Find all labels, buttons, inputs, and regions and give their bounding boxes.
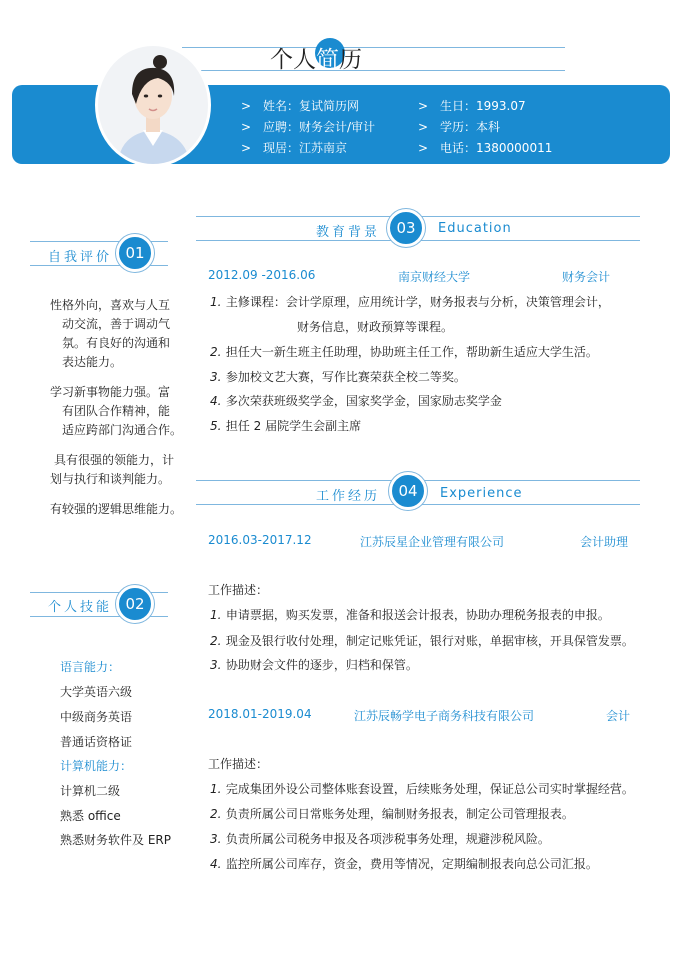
language-skill: 中级商务英语 bbox=[60, 710, 133, 724]
info-birth: > 生日：1993.07 bbox=[418, 99, 526, 113]
job-period: 2018.01-2019.04 bbox=[208, 707, 312, 721]
header-line-bottom bbox=[182, 70, 565, 71]
computer-label: 计算机能力： bbox=[60, 759, 133, 773]
self-eval-line: 有较强的逻辑思维能力。 bbox=[50, 502, 183, 516]
job-position: 会计 bbox=[606, 709, 631, 723]
skills-title: 个人技能 bbox=[48, 600, 113, 615]
language-skill: 普通话资格证 bbox=[60, 735, 133, 749]
computer-skill: 熟悉 office bbox=[60, 809, 121, 823]
education-item: 3. 参加校文艺大赛，写作比赛荣获全校二等奖。 bbox=[210, 370, 466, 384]
self-eval-title: 自我评价 bbox=[48, 250, 113, 265]
job-desc-label: 工作描述： bbox=[208, 757, 269, 771]
job-item: 3. 协助财会文件的逐步，归档和保管。 bbox=[210, 658, 418, 672]
education-item: 5. 担任 2 届院学生会副主席 bbox=[210, 419, 362, 433]
education-period: 2012.09 -2016.06 bbox=[208, 268, 316, 282]
education-school: 南京财经大学 bbox=[398, 270, 471, 284]
job-item: 4. 监控所属公司库存，资金，费用等情况，定期编制报表向总公司汇报。 bbox=[210, 857, 598, 871]
education-title-en: Education bbox=[438, 221, 512, 236]
self-eval-number: 01 bbox=[116, 234, 154, 272]
job-item: 1. 完成集团外设公司整体账套设置，后续账务处理，保证总公司实时掌握经营。 bbox=[210, 782, 634, 796]
job-item: 1. 申请票据，购买发票，准备和报送会计报表，协助办理税务报表的申报。 bbox=[210, 608, 610, 622]
self-eval-line: 具有很强的领能力，计 bbox=[54, 453, 175, 467]
education-item: 1. 主修课程：会计学原理，应用统计学，财务报表与分析，决策管理会计， bbox=[210, 295, 610, 309]
experience-title: 工作经历 bbox=[316, 489, 381, 504]
education-item: 4. 多次荣获班级奖学金，国家奖学金，国家励志奖学金 bbox=[210, 394, 502, 408]
education-title: 教育背景 bbox=[316, 225, 381, 240]
self-eval-line: 有团队合作精神，能 bbox=[62, 404, 171, 418]
self-eval-line: 学习新事物能力强。富 bbox=[50, 385, 171, 399]
self-eval-line: 氛。有良好的沟通和 bbox=[62, 336, 171, 350]
language-label: 语言能力： bbox=[60, 660, 121, 674]
job-item: 3. 负责所属公司税务申报及各项涉税事务处理，规避涉税风险。 bbox=[210, 832, 550, 846]
page-title: 个人简历 bbox=[270, 47, 363, 73]
job-desc-label: 工作描述： bbox=[208, 583, 269, 597]
job-period: 2016.03-2017.12 bbox=[208, 533, 312, 547]
self-eval-line: 划与执行和谈判能力。 bbox=[50, 472, 171, 486]
self-eval-line: 动交流，善于调动气 bbox=[62, 317, 171, 331]
info-job: > 应聘：财务会计/审计 bbox=[241, 120, 376, 134]
education-number: 03 bbox=[387, 209, 425, 247]
info-location: > 现居：江苏南京 bbox=[241, 141, 348, 155]
profile-photo bbox=[95, 43, 211, 167]
computer-skill: 熟悉财务软件及 ERP bbox=[60, 833, 171, 847]
education-major: 财务会计 bbox=[562, 270, 611, 284]
skills-number: 02 bbox=[116, 585, 154, 623]
education-item: 财务信息，财政预算等课程。 bbox=[297, 320, 454, 334]
info-phone: > 电话：1380000011 bbox=[418, 141, 553, 155]
self-eval-line: 适应跨部门沟通合作。 bbox=[62, 423, 183, 437]
language-skill: 大学英语六级 bbox=[60, 685, 133, 699]
profile-photo-illustration bbox=[98, 46, 208, 164]
computer-skill: 计算机二级 bbox=[60, 784, 121, 798]
info-education: > 学历：本科 bbox=[418, 120, 501, 134]
self-eval-line: 性格外向，喜欢与人互 bbox=[50, 298, 171, 312]
job-company: 江苏辰畅学电子商务科技有限公司 bbox=[354, 709, 535, 723]
job-position: 会计助理 bbox=[580, 535, 629, 549]
education-item: 2. 担任大一新生班主任助理，协助班主任工作，帮助新生适应大学生活。 bbox=[210, 345, 598, 359]
experience-number: 04 bbox=[389, 472, 427, 510]
job-item: 2. 负责所属公司日常账务处理，编制财务报表，制定公司管理报表。 bbox=[210, 807, 574, 821]
self-eval-line: 表达能力。 bbox=[62, 355, 123, 369]
job-company: 江苏辰星企业管理有限公司 bbox=[360, 535, 505, 549]
experience-title-en: Experience bbox=[440, 486, 523, 501]
info-name: > 姓名：复试简历网 bbox=[241, 99, 360, 113]
header-line-top bbox=[182, 47, 565, 48]
job-item: 2. 现金及银行收付处理，制定记账凭证，银行对账，单据审核，开具保管发票。 bbox=[210, 634, 634, 648]
